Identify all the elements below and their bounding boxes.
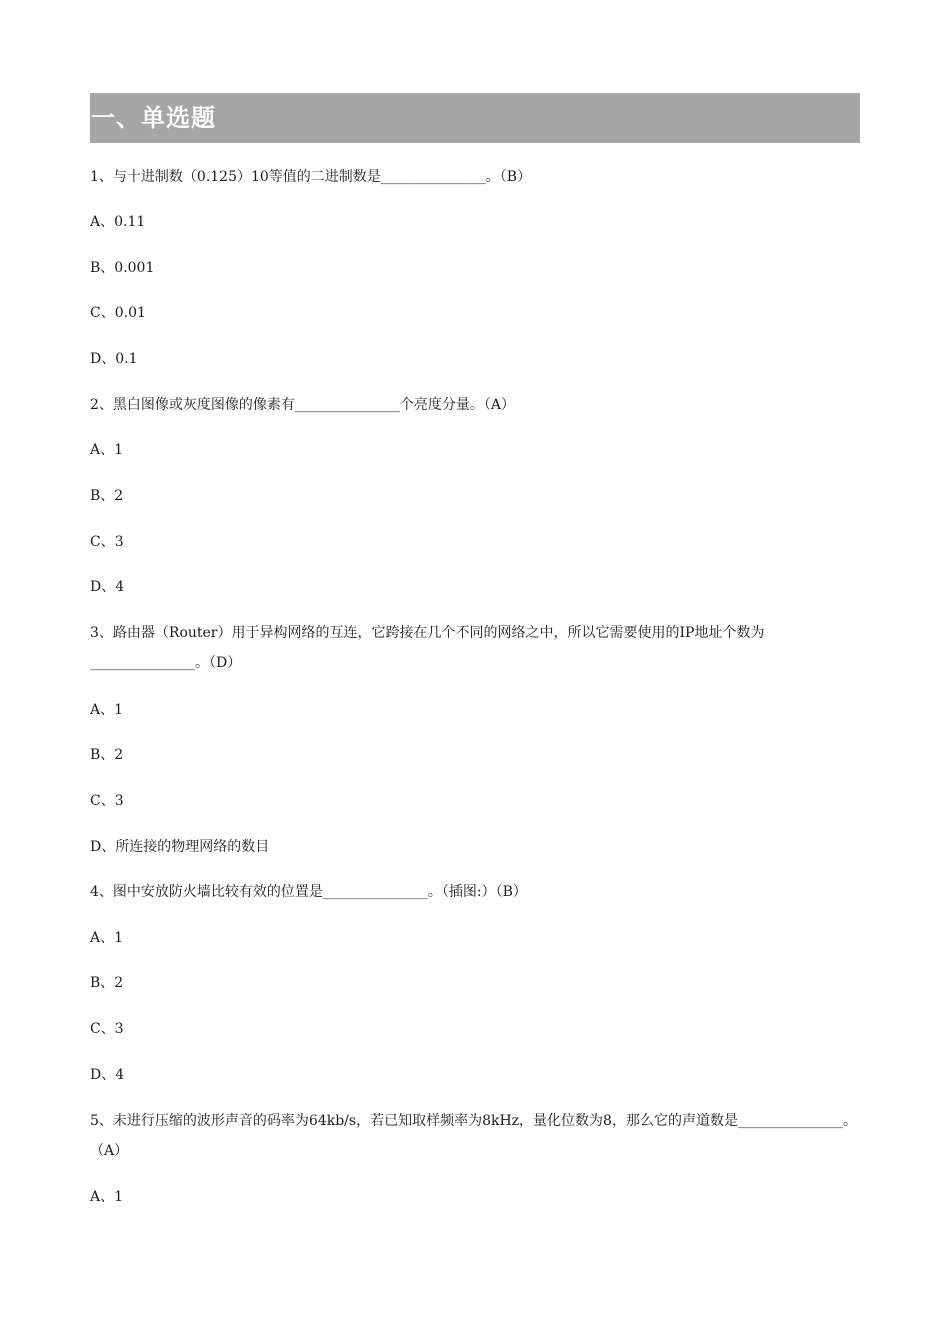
question-5-text: 5、未进行压缩的波形声音的码率为64kb/s，若已知取样频率为8kHz，量化位数为8，那么它的声道数是_______________。（A） — [90, 1113, 857, 1159]
question-4-option-a: A、1 — [90, 930, 124, 946]
question-4-option-b: B、2 — [90, 975, 124, 991]
question-3-option-b: B、2 — [90, 747, 124, 763]
question-3-text: 3、路由器（Router）用于异构网络的互连，它跨接在几个不同的网络之中，所以它需要使用的IP地址个数为_______________。（D） — [90, 625, 765, 671]
question-4-option-d: D、4 — [90, 1067, 125, 1083]
question-3-option-c: C、3 — [90, 793, 124, 809]
document-page — [90, 93, 860, 1205]
question-2-text: 2、黑白图像或灰度图像的像素有_______________个亮度分量。（A） — [90, 397, 516, 413]
question-3-option-d: D、所连接的物理网络的数目 — [90, 839, 270, 855]
question-2-option-d: D、4 — [90, 579, 125, 595]
question-1-option-c: C、0.01 — [90, 305, 146, 321]
question-2-option-a: A、1 — [90, 442, 124, 458]
question-1-option-a: A、0.11 — [90, 214, 146, 230]
question-2-option-b: B、2 — [90, 488, 124, 504]
question-5-option-a: A、1 — [90, 1189, 124, 1205]
question-1-option-b: B、0.001 — [90, 260, 155, 276]
question-3-option-a: A、1 — [90, 702, 124, 718]
question-4-option-c: C、3 — [90, 1021, 124, 1037]
question-1-text: 1、与十进制数（0.125）10等值的二进制数是_______________。（B） — [90, 169, 532, 185]
question-4-text: 4、图中安放防火墙比较有效的位置是_______________。（插图:）（B） — [90, 884, 527, 900]
question-1-option-d: D、0.1 — [90, 351, 138, 367]
section-title: 一、单选题 — [90, 93, 860, 143]
question-2-option-c: C、3 — [90, 534, 124, 550]
